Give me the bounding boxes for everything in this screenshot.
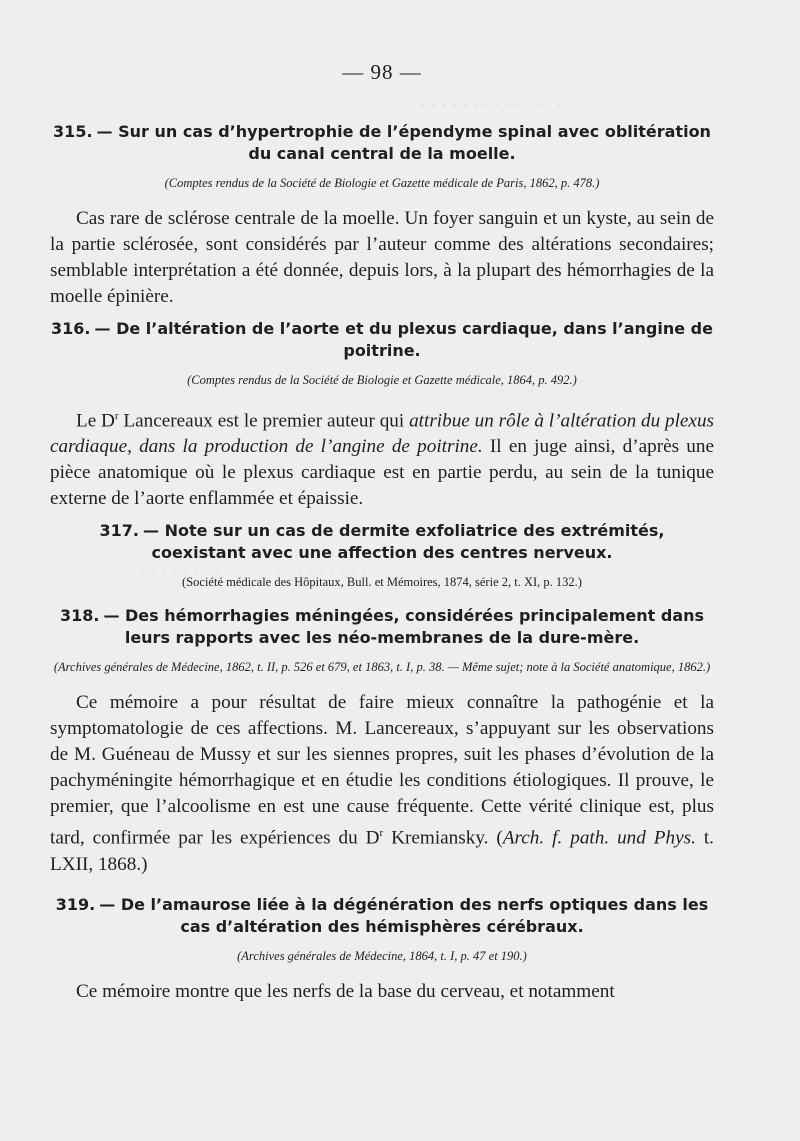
entry-title-text: — Sur un cas d’hypertrophie de l’épendyme spinal avec oblitération du canal central de la moelle.	[96, 122, 711, 163]
entry-source: (Archives générales de Médecine, 1862, t. II, p. 526 et 679, et 1863, t. I, p. 38. — Même sujet; note à la Société anatomique, 1862.)	[53, 660, 711, 675]
entry-paragraph: Cas rare de sclérose centrale de la moelle. Un foyer sanguin et un kyste, au sein de la partie sclérosée, sont considérés par l’auteur comme des altérations secondaires; semblable interprétation a été donnée, depuis lors, à la plupart des hémorrhagies de la moelle épinière.	[50, 208, 714, 307]
entry-source: (Société médicale des Hôpitaux, Bull. et Mémoires, 1874, série 2, t. XI, p. 132.)	[182, 575, 582, 590]
entry-source: (Comptes rendus de la Société de Biologie et Gazette médicale de Paris, 1862, p. 478.)	[164, 176, 600, 190]
entry-315	[50, 121, 714, 310]
show-through-text: · · · · · · · · · · · · · ·	[420, 95, 563, 115]
entry-number: 319.	[55, 894, 96, 914]
entry-title	[50, 121, 714, 165]
entry-paragraph: Ce mémoire a pour résultat de faire mieux connaître la pathogénie et la symptomatologie de ces affections. M. Lancereaux, s’appuyant sur les observations de M. Guéneau de Mussy et sur les siennes propres, suit les phases d’évolution de la pachyméningite hémorrhagique et en étudie les conditions étiologiques. Il prouve, le premier, que l’alcoolisme en est une cause fréquente. Cette vérité clinique est, plus tard, confirmée par les expériences du $D^r$ Kremiansky. (Arch. f. path. und Phys. t. LXII, 1868.)	[50, 692, 714, 875]
entry-title	[50, 605, 714, 649]
entry-317	[50, 520, 714, 591]
entry-title	[50, 520, 714, 564]
entry-319	[50, 894, 714, 1005]
page-number: — 98 —	[342, 60, 422, 84]
entry-paragraph: Le $D^r$ Lancereaux est le premier auteur qui attribue un rôle à l’altération du plexus cardiaque, dans la production de l’angine de poitrine. Il en juge ainsi, d’après une pièce anatomique où le plexus cardiaque est en partie perdu, au sein de la tunique externe de l’aorte enflammée et épaissie.	[50, 410, 715, 510]
entry-number: 318.	[59, 606, 100, 626]
entry-316	[50, 318, 714, 512]
entry-title-text: — Des hémorrhagies méningées, considérées principalement dans leurs rapports avec les néo-membranes de la dure-mère.	[103, 606, 705, 648]
page-content	[50, 60, 714, 1005]
entry-318	[50, 605, 714, 877]
entry-title-text: — De l’amaurose liée à la dégénération des nerfs optiques dans les cas d’altération des hémisphères cérébraux.	[99, 894, 709, 936]
entry-number: 316.	[51, 319, 91, 338]
entry-number: 315.	[53, 122, 93, 141]
entry-title	[50, 318, 714, 362]
entry-source: (Comptes rendus de la Société de Biologie et Gazette médicale, 1864, p. 492.)	[187, 373, 577, 387]
entry-source: (Archives générales de Médecine, 1864, t. I, p. 47 et 190.)	[237, 948, 527, 963]
entry-title-text: — Note sur un cas de dermite exfoliatrice des extrémités, coexistant avec une affection des centres nerveux.	[143, 521, 665, 563]
entry-paragraph: Ce mémoire montre que les nerfs de la base du cerveau, et notamment	[76, 980, 615, 1002]
show-through-text: · · · · · · · · · · · · · · · · · · · · · · ·	[140, 560, 377, 580]
entry-title	[50, 894, 714, 938]
entry-number: 317.	[99, 521, 139, 541]
entry-title-text: — De l’altération de l’aorte et du plexus cardiaque, dans l’angine de poitrine.	[94, 319, 713, 360]
